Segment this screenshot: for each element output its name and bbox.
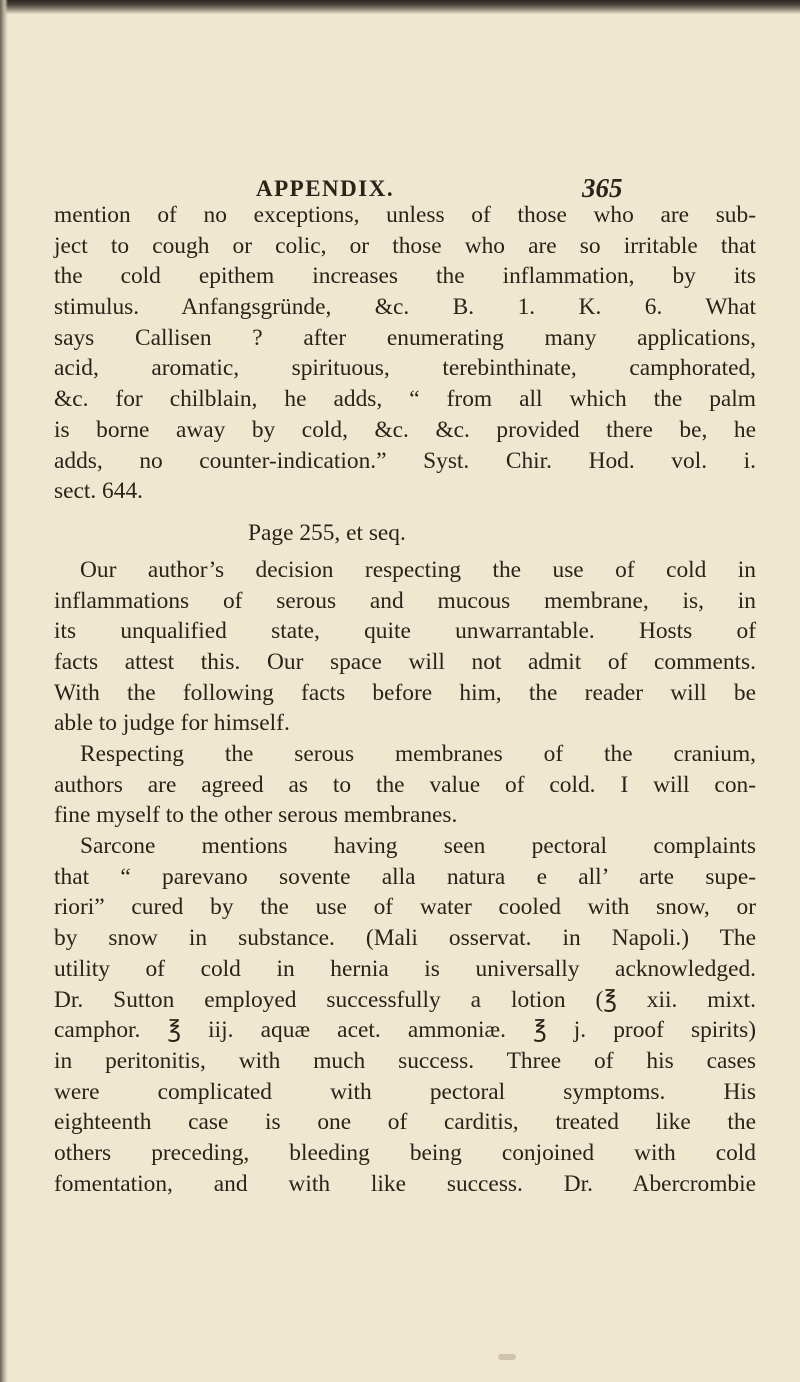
page-top-shadow — [0, 0, 800, 14]
text-line: riori” cured by the use of water cooled with snow, or — [54, 894, 756, 921]
text-line: adds, no counter-indication.” Syst. Chir. Hod. vol. i. — [54, 447, 756, 474]
text-line: authors are agreed as to the value of cold. I will con- — [54, 771, 756, 798]
paragraph-1 — [54, 200, 756, 507]
text-line: others preceding, bleeding being conjoined with cold — [54, 1139, 756, 1166]
text-line: fine myself to the other serous membranes. — [54, 802, 458, 829]
paragraph-2 — [54, 555, 756, 739]
text-line: able to judge for himself. — [54, 710, 290, 737]
text-line: fomentation, and with like success. Dr. Abercrombie — [54, 1170, 756, 1197]
text-line: is borne away by cold, &c. &c. provided there be, he — [54, 416, 756, 443]
text-line: sect. 644. — [54, 478, 143, 505]
running-head: APPENDIX. — [256, 176, 395, 201]
text-line: were complicated with pectoral symptoms. His — [54, 1078, 756, 1105]
text-line: inflammations of serous and mucous membrane, is, in — [54, 587, 756, 614]
text-line: stimulus. Anfangsgründe, &c. B. 1. K. 6. What — [54, 294, 756, 321]
text-line: its unqualified state, quite unwarrantable. Hosts of — [54, 618, 756, 645]
ink-smudge — [498, 1354, 516, 1360]
body-text — [54, 200, 756, 1199]
text-line: acid, aromatic, spirituous, terebinthinate, camphorated, — [54, 355, 756, 382]
text-line: &c. for chilblain, he adds, “ from all which the palm — [54, 386, 756, 413]
text-line: in peritonitis, with much success. Three of his cases — [54, 1047, 756, 1074]
text-line: says Callisen ? after enumerating many applications, — [54, 324, 756, 351]
text-line: utility of cold in hernia is universally acknowledged. — [54, 955, 756, 982]
text-line: the cold epithem increases the inflammation, by its — [54, 263, 756, 290]
text-line: that “ parevano sovente alla natura e all’ arte supe- — [54, 863, 756, 890]
text-line: camphor. ℥ iij. aquæ acet. ammoniæ. ℥ j. proof spirits) — [54, 1017, 756, 1044]
section-subheading: Page 255, et seq. — [248, 519, 406, 546]
text-line: With the following facts before him, the reader will be — [54, 679, 756, 706]
page-number: 365 — [582, 173, 623, 203]
text-line: ject to cough or colic, or those who are so irritable that — [54, 232, 756, 259]
text-line: facts attest this. Our space will not admit of comments. — [54, 648, 756, 675]
paragraph-3 — [54, 739, 756, 831]
text-line: eighteenth case is one of carditis, treated like the — [54, 1109, 756, 1136]
text-line: Sarcone mentions having seen pectoral complaints — [80, 833, 756, 860]
text-line: by snow in substance. (Mali osservat. in Napoli.) The — [54, 925, 756, 952]
text-line: Our author’s decision respecting the use of cold in — [80, 556, 756, 583]
page-gutter-edge — [0, 0, 8, 1382]
text-line: Dr. Sutton employed successfully a lotion (℥ xii. mixt. — [54, 986, 756, 1013]
text-line: Respecting the serous membranes of the cranium, — [80, 741, 756, 767]
text-line: mention of no exceptions, unless of those who are sub- — [54, 202, 756, 228]
paragraph-4 — [54, 831, 756, 1199]
